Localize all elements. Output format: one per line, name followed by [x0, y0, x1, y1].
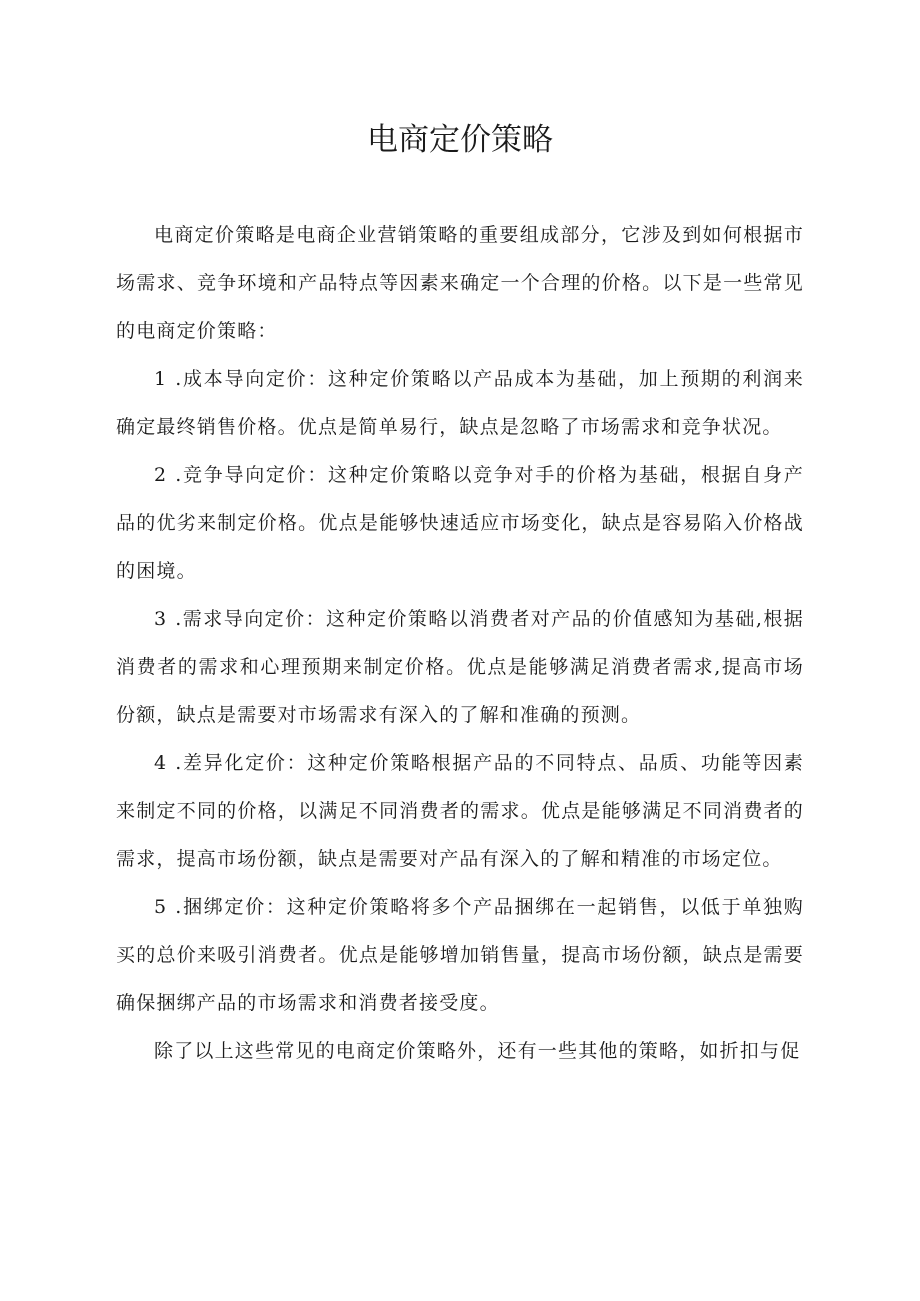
strategy-item-1	[116, 355, 804, 451]
document-body	[116, 211, 804, 1075]
item-text: .差异化定价：这种定价策略根据产品的不同特点、品质、功能等因素来制定不同的价格，以满足不同消费者的需求。优点是能够满足不同消费者的需求，提高市场份额，缺点是需要对产品有深入的了解和精准的市场定位。	[116, 752, 804, 870]
strategy-item-2	[116, 451, 804, 595]
item-number: 3	[154, 608, 168, 630]
intro-paragraph: 电商定价策略是电商企业营销策略的重要组成部分，它涉及到如何根据市场需求、竞争环境和产品特点等因素来确定一个合理的价格。以下是一些常见的电商定价策略：	[116, 224, 804, 342]
document-title: 电商定价策略	[367, 122, 553, 158]
item-number: 5	[154, 896, 168, 918]
item-number: 4	[154, 752, 168, 774]
item-number: 1	[154, 368, 168, 390]
strategy-item-5	[116, 883, 804, 1027]
item-text: .捆绑定价：这种定价策略将多个产品捆绑在一起销售，以低于单独购买的总价来吸引消费者。优点是能够增加销售量，提高市场份额，缺点是需要确保捆绑产品的市场需求和消费者接受度。	[116, 896, 804, 1014]
closing-paragraph: 除了以上这些常见的电商定价策略外，还有一些其他的策略，如折扣与促	[154, 1040, 801, 1062]
item-text: .竞争导向定价：这种定价策略以竞争对手的价格为基础，根据自身产品的优劣来制定价格。优点是能够快速适应市场变化，缺点是容易陷入价格战的困境。	[116, 464, 804, 582]
item-text: .成本导向定价：这种定价策略以产品成本为基础，加上预期的利润来确定最终销售价格。优点是简单易行，缺点是忽略了市场需求和竞争状况。	[116, 368, 804, 438]
item-number: 2	[154, 464, 168, 486]
strategy-item-4	[116, 739, 804, 883]
strategy-item-3	[116, 595, 804, 739]
item-text: .需求导向定价：这种定价策略以消费者对产品的价值感知为基础,根据消费者的需求和心理预期来制定价格。优点是能够满足消费者需求,提高市场份额，缺点是需要对市场需求有深入的了解和准确的预测。	[116, 608, 804, 726]
